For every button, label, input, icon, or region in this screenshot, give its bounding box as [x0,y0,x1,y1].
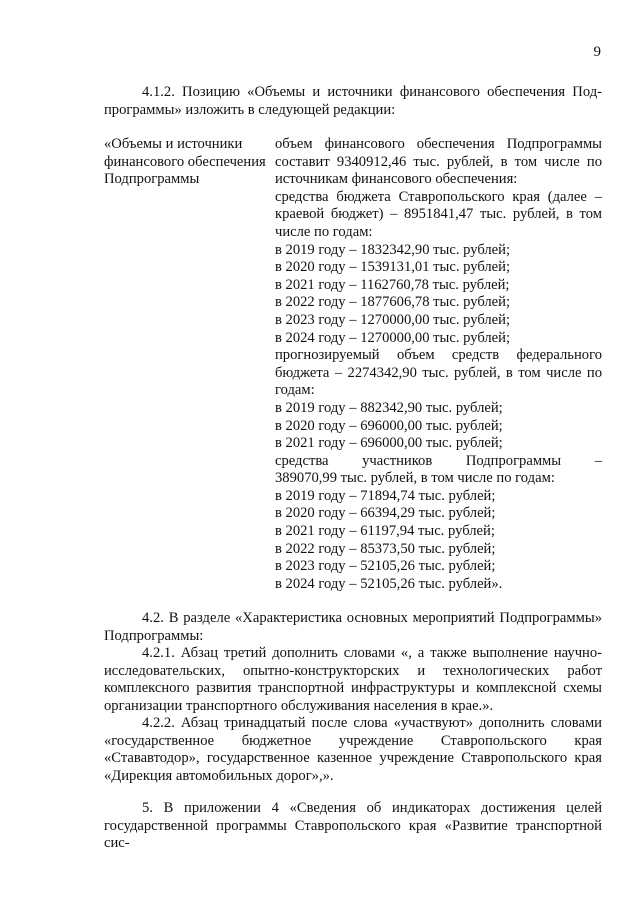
table-right-line: в 2024 году – 1270000,00 тыс. рублей; [275,329,511,346]
section-5-paragraph: 5. В приложении 4 «Сведения об индикаторах достижения целей государственной программы Ставропольского края «Развитие транспортной сис- [104,800,602,852]
table-right-line: в 2020 году – 66394,29 тыс. рублей; [275,505,496,522]
table-right-line: составит 9340912,46 тыс. рублей, в том числе по [275,153,602,170]
table-right-line: в 2019 году – 882342,90 тыс. рублей; [275,399,503,416]
table-right-line: в 2021 году – 1162760,78 тыс. рублей; [275,276,510,293]
table-right-line: в 2023 году – 1270000,00 тыс. рублей; [275,311,511,328]
table-left-line: «Объемы и источники [104,136,243,152]
table-right-line: объем финансового обеспечения Подпрограммы [275,136,602,152]
table-right-line: числе по годам: [275,223,373,240]
table-right-line: средства бюджета Ставропольского края (далее – [275,188,602,205]
table-right-line: в 2021 году – 61197,94 тыс. рублей; [275,523,495,540]
table-right-line: источникам финансового обеспечения: [275,171,518,188]
table-right-line: в 2021 году – 696000,00 тыс. рублей; [275,435,503,452]
intro-line-1: 4.1.2. Позицию «Объемы и источники финансового обеспечения Под- [142,84,602,100]
table-right-line: в 2019 году – 71894,74 тыс. рублей; [275,487,496,504]
table-left-line: финансового обеспечения [104,153,266,170]
table-right-line: в 2020 году – 696000,00 тыс. рублей; [275,417,503,434]
table-left-line: Подпрограммы [104,171,200,188]
table-right-line: в 2023 году – 52105,26 тыс. рублей; [275,558,496,575]
section-4-2-heading: 4.2. В разделе «Характеристика основных мероприятий Подпрограммы» Подпрограммы: [104,610,602,644]
table-left-column [104,136,274,189]
table-right-column [275,136,602,593]
table-right-line: в 2022 году – 1877606,78 тыс. рублей; [275,294,511,311]
table-right-line: в 2019 году – 1832342,90 тыс. рублей; [275,241,511,258]
section-4-2-2-paragraph: 4.2.2. Абзац тринадцатый после слова «участвуют» дополнить словами «государственное бюджетное учреждение Ставропольского края «Стававтодор», государственное казенное учреждение Ставропольского края «Дирекция автомобильных дорог»,». [104,715,602,784]
table-right-line: годам: [275,382,315,399]
section-4-2-1-paragraph: 4.2.1. Абзац третий дополнить словами «, а также выполнение научно-исследовательских, опытно-конструкторских и технологических работ комплексного развития транспортной инфраструктуры и комплексной схемы организации транспортного обслуживания населения в крае.». [104,645,602,714]
table-right-line: в 2020 году – 1539131,01 тыс. рублей; [275,259,511,276]
table-right-line: бюджета – 2274342,90 тыс. рублей, в том числе по [275,364,602,381]
table-right-line: в 2022 году – 85373,50 тыс. рублей; [275,540,496,557]
table-right-line: средства участников Подпрограммы – [275,452,602,469]
page-number: 9 [593,44,601,60]
table-right-line: краевой бюджет) – 8951841,47 тыс. рублей, в том [275,206,602,223]
table-right-line: прогнозируемый объем средств федерального [275,347,602,364]
table-right-line: 389070,99 тыс. рублей, в том числе по годам: [275,470,555,487]
intro-line-2: программы» изложить в следующей редакции: [104,102,396,118]
table-right-line: в 2024 году – 52105,26 тыс. рублей». [275,575,503,592]
